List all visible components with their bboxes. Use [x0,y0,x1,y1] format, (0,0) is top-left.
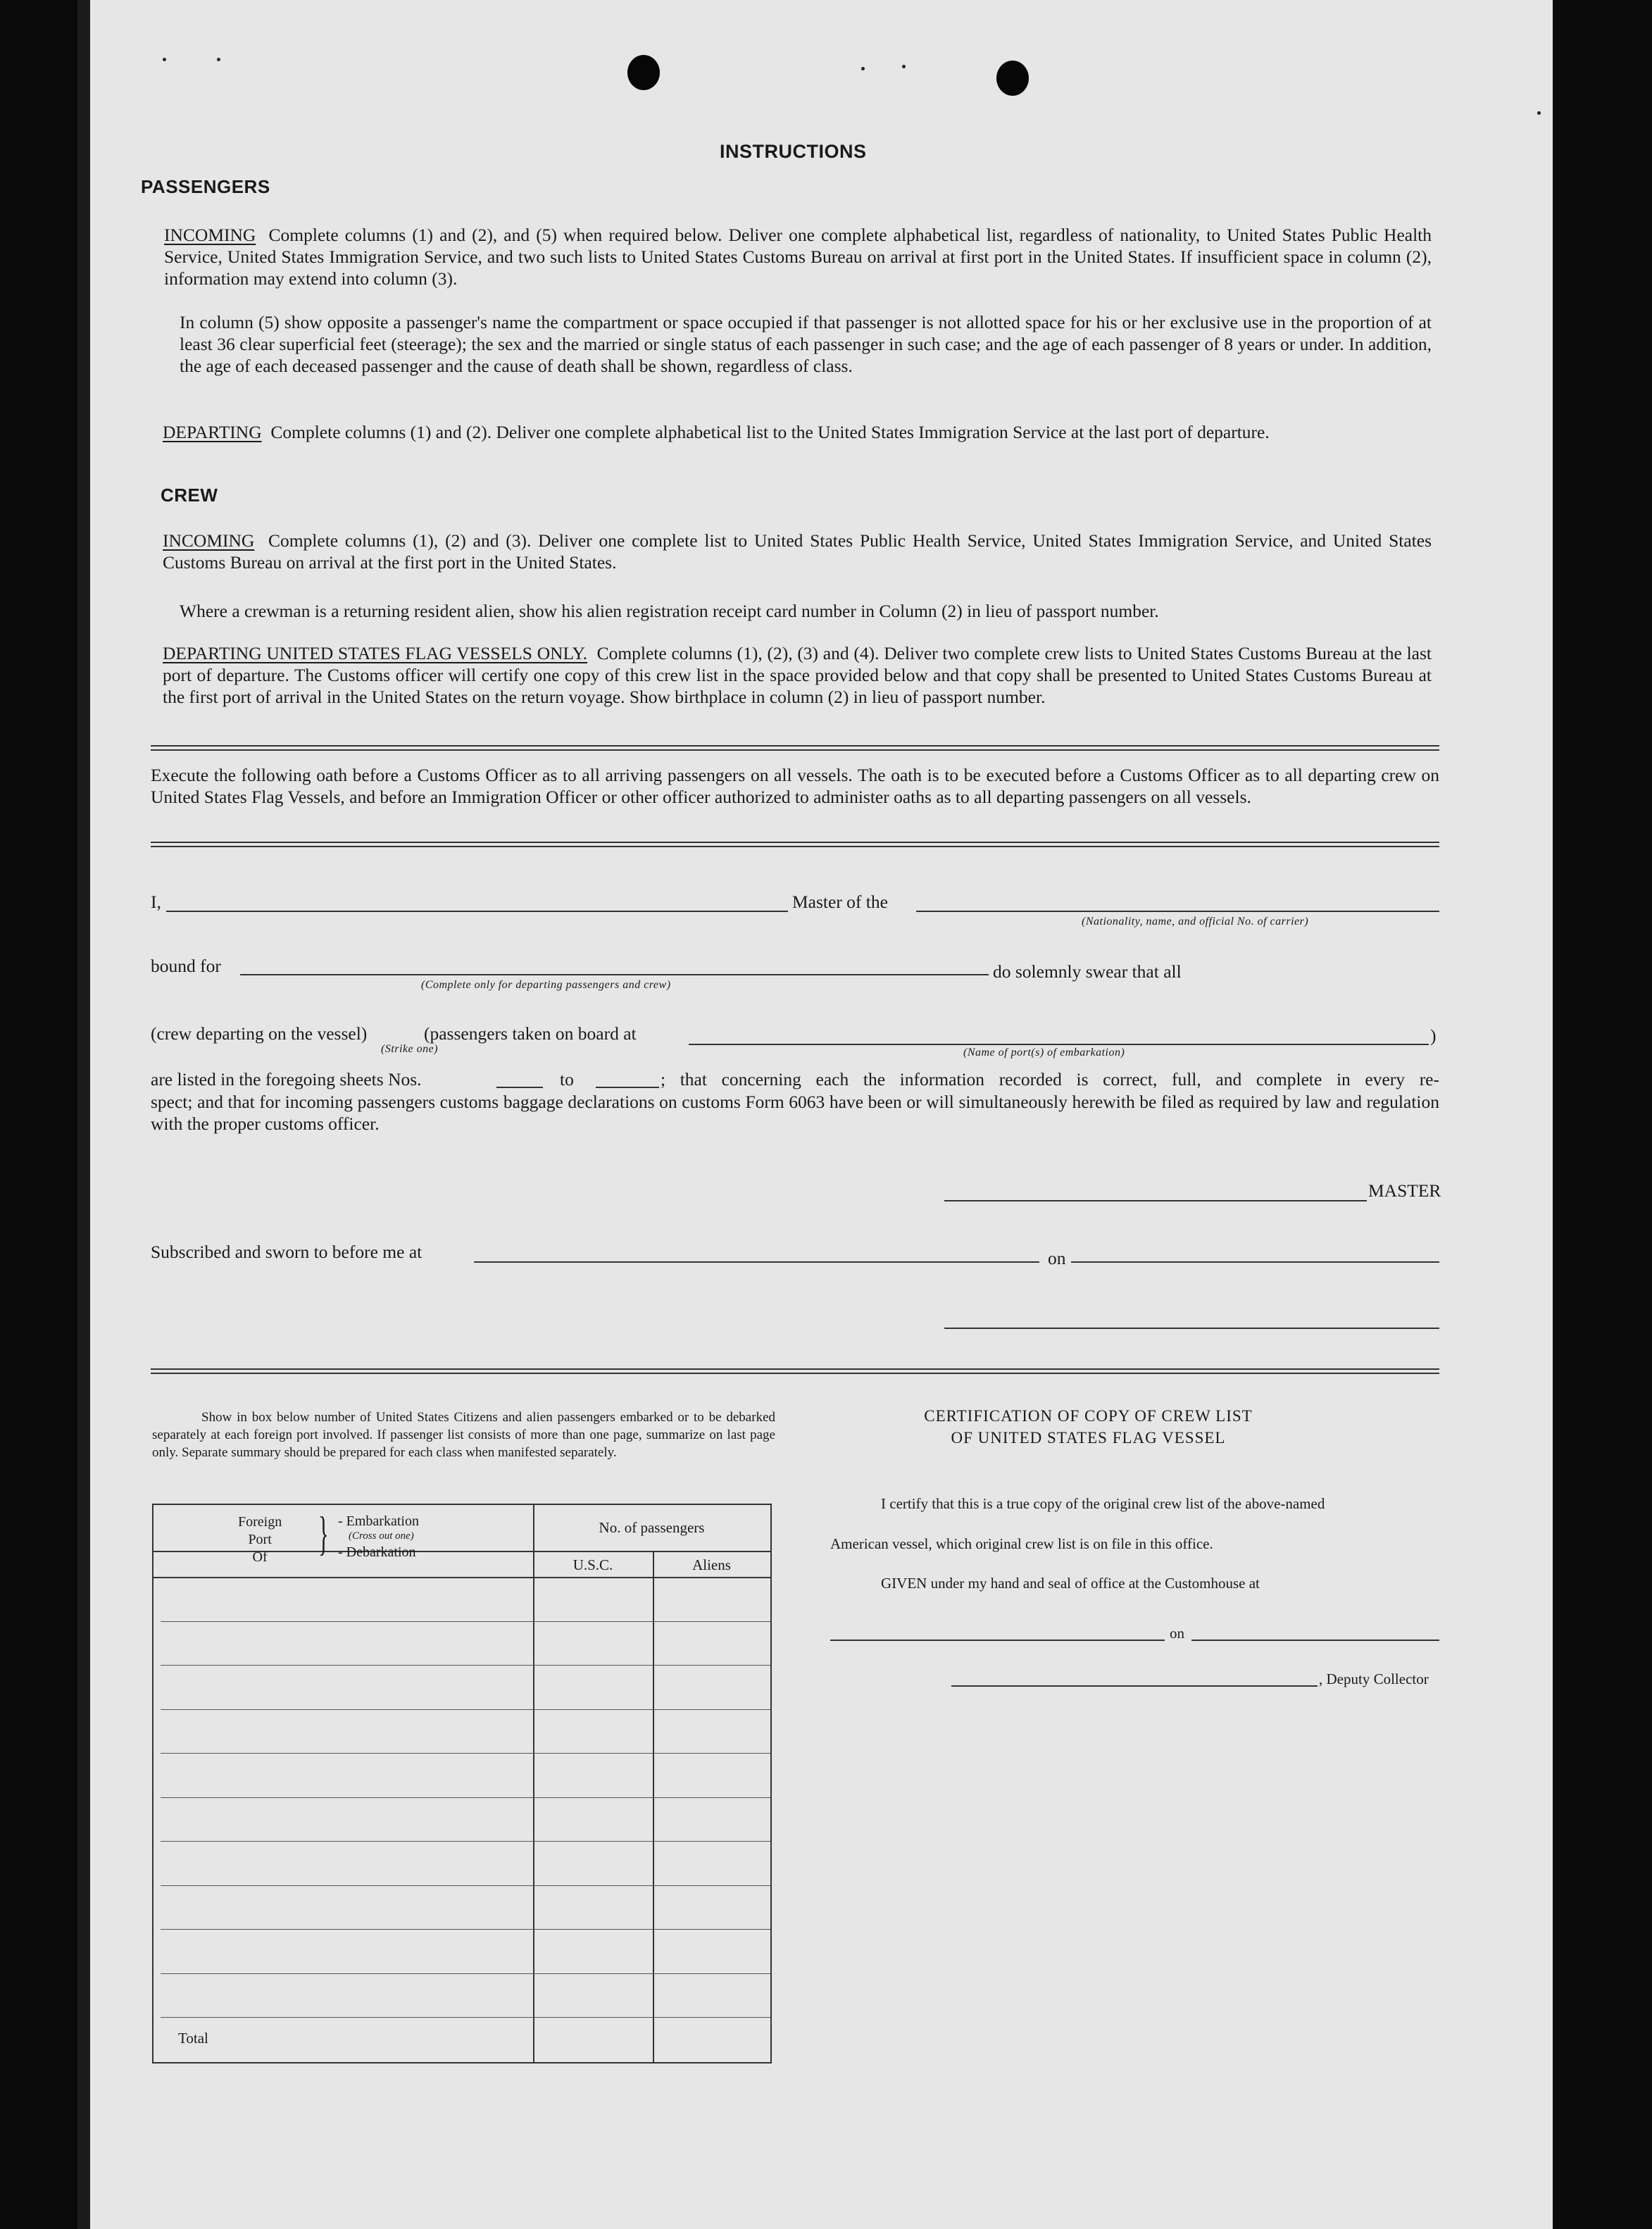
listed-text-continued: ; that concerning each the information recorded is correct, full, and complete in every re- [661,1069,1439,1089]
crew-departing-label: DEPARTING UNITED STATES FLAG VESSELS ONLY. [163,643,588,663]
total-label: Total [178,2030,208,2047]
column-divider [533,1505,534,2062]
table-row[interactable] [161,1621,770,1622]
table-row[interactable] [161,1709,770,1710]
port-label: Port [248,1532,272,1547]
crew-incoming-paragraph [163,530,1432,573]
table-row[interactable] [161,1665,770,1666]
to-label: to [560,1069,574,1089]
strike-one-hint: (Strike one) [381,1043,439,1055]
section-divider [151,842,1439,847]
master-signature-field[interactable] [944,1200,1367,1201]
form-page [77,0,1553,2229]
certification-title-line2: OF UNITED STATES FLAG VESSEL [951,1429,1226,1447]
foreign-label: Foreign [238,1514,282,1530]
instructions-title: INSTRUCTIONS [720,141,867,162]
given-text: GIVEN under my hand and seal of office at the Customhouse at [881,1575,1260,1592]
close-paren: ) [1430,1025,1437,1046]
passengers-heading: PASSENGERS [141,176,270,197]
port-hint: (Name of port(s) of embarkation) [963,1047,1125,1059]
bound-for-label: bound for [151,956,221,976]
crew-departing-paragraph [163,642,1432,708]
port-embarkation-field[interactable] [689,1044,1429,1045]
listed-text-rest: spect; and that for incoming passengers customs baggage declarations on customs Form 6063 have been or will simultaneously herewith be filed as required by law and regulation with the proper customs officer. [151,1092,1439,1134]
deputy-collector-label: , Deputy Collector [1319,1671,1429,1687]
master-of-the-label: Master of the [792,892,888,912]
passengers-departing-paragraph [163,421,1432,443]
embarkation-label: - Embarkation [338,1513,419,1529]
passengers-departing-text: Complete columns (1) and (2). Deliver one complete alphabetical list to the United States Immigration Service at the last port of departure. [270,422,1270,442]
section-divider [151,745,1439,751]
section-divider [151,1368,1439,1374]
bound-for-field[interactable] [240,974,989,975]
punch-hole-left [627,55,660,90]
certify-text: I certify that this is a true copy of the original crew list of the above-named [881,1495,1325,1512]
table-row[interactable] [161,1841,770,1842]
oath-instructions: Execute the following oath before a Customs Officer as to all arriving passengers on all vessels. The oath is to be executed before a Customs Officer as to all departing crew on United States Flag Vessels, and before an Immigration Officer or other officer authorized to administer oaths as to all departing passengers on all vessels. [151,765,1439,807]
sworn-on-label: on [1048,1248,1066,1268]
cross-out-hint: (Cross out one) [349,1530,414,1542]
customhouse-field[interactable] [830,1640,1165,1641]
table-row[interactable] [161,1973,770,1974]
speck [163,58,166,61]
of-label: Of [252,1549,268,1565]
header-divider [533,1551,770,1552]
speck [1537,111,1541,115]
sheet-to-field[interactable] [596,1087,659,1088]
crew-incoming-text: Complete columns (1), (2) and (3). Deliver one complete list to United States Public Health Service, United States Immigration Service, and United States Customs Bureau on arrival at the first port in the United States. [163,530,1432,573]
crew-departing-option: (crew departing on the vessel) [151,1023,368,1044]
passengers-incoming-label: INCOMING [164,225,256,245]
sworn-place-field[interactable] [474,1261,1039,1263]
sheet-from-field[interactable] [496,1087,543,1088]
bound-for-hint: (Complete only for departing passengers and crew) [421,979,671,991]
column-divider [653,1551,654,2062]
foreign-port-of-label [238,1513,282,1566]
usc-header: U.S.C. [572,1556,613,1573]
crew-returning-paragraph: Where a crewman is a returning resident alien, show his alien registration receipt card number in Column (2) in lieu of passport number. [180,601,1159,621]
no-passengers-header: No. of passengers [599,1519,705,1536]
table-row[interactable] [161,2017,770,2018]
table-row[interactable] [161,1929,770,1930]
table-row[interactable] [161,1797,770,1798]
cert-on-label: on [1170,1625,1184,1642]
table-row[interactable] [161,1753,770,1754]
crew-incoming-label: INCOMING [163,530,255,551]
speck [217,58,220,61]
crew-heading: CREW [161,485,218,506]
listed-text: are listed in the foregoing sheets Nos. [151,1069,422,1089]
subscribed-label: Subscribed and sworn to before me at [151,1242,423,1262]
header-bottom [154,1577,770,1578]
passenger-summary-box [152,1504,772,2063]
passengers-column5-paragraph: In column (5) show opposite a passenger's name the compartment or space occupied if that passenger is not allotted space for his or her exclusive use in the proportion of at least 36 clear superficial feet (steerage); the sex and the married or single status of each passenger in such case; and the age of each passenger of 8 years or under. In addition, the age of each deceased passenger and the cause of death shall be shown, regardless of class. [180,312,1432,376]
master-label: MASTER [1368,1180,1441,1201]
certification-title [830,1405,1347,1449]
deputy-signature-field[interactable] [951,1685,1318,1687]
master-name-field[interactable] [166,911,788,912]
punch-hole-right [996,61,1029,96]
summary-instructions: Show in box below number of United States Citizens and alien passengers embarked or to be debarked separately at each foreign port involved. If passenger list consists of more than one page, summarize on last page only. Separate summary should be prepared for each class when manifested separately. [152,1410,775,1460]
sworn-date-field[interactable] [1071,1261,1439,1263]
passengers-incoming-text: Complete columns (1) and (2), and (5) when required below. Deliver one complete alphabetical list, regardless of nationality, to United States Public Health Service, United States Immigration Service, and two such lists to United States Customs Bureau on arrival at first port in the United States. If insufficient space in column (2), information may extend into column (3). [164,225,1432,289]
cert-date-field[interactable] [1191,1640,1439,1641]
oath-i-label: I, [151,892,161,912]
passengers-taken-option: (passengers taken on board at [424,1023,637,1044]
passengers-incoming-paragraph [164,224,1432,289]
swear-text: do solemnly swear that all [993,961,1182,982]
certification-title-line1: CERTIFICATION OF COPY OF CREW LIST [924,1407,1253,1425]
aliens-header: Aliens [692,1556,731,1573]
carrier-hint: (Nationality, name, and official No. of carrier) [1082,916,1309,928]
carrier-field[interactable] [916,911,1439,912]
debarkation-label: - Debarkation [338,1544,416,1560]
crew-departing-text: Complete columns (1), (2), (3) and (4). Deliver two complete crew lists to United States Customs Bureau at the last port of departure. The Customs officer will certify one copy of this crew list in the space provided below and that copy shall be presented to United States Customs Bureau at the first port of arrival in the United States on the return voyage. Show birthplace in column (2) in lieu of passport number. [163,643,1432,707]
officer-signature-field[interactable] [944,1328,1439,1329]
passengers-departing-label: DEPARTING [163,422,262,442]
table-row[interactable] [161,1885,770,1886]
speck [861,67,865,70]
speck [902,65,906,68]
brace-icon: } [318,1506,329,1560]
american-vessel-text: American vessel, which original crew list is on file in this office. [830,1535,1213,1552]
